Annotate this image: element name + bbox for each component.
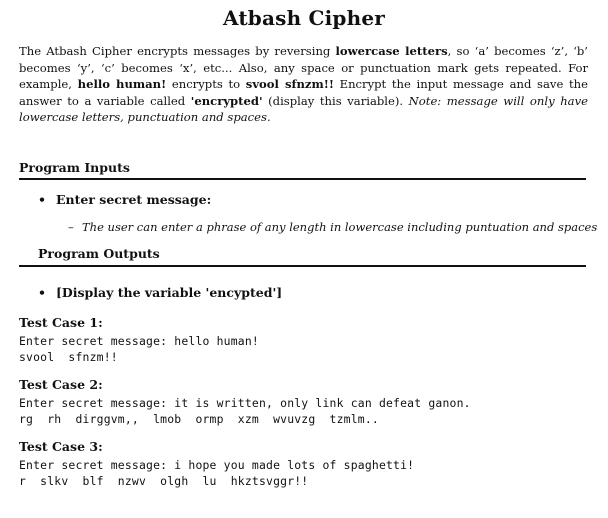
outputs-item-label: [Display the variable 'encypted'] bbox=[56, 285, 283, 300]
bullet-icon: • bbox=[38, 285, 46, 300]
page-title: Atbash Cipher bbox=[222, 6, 385, 30]
intro-bold-lowercase: lowercase letters bbox=[335, 44, 448, 58]
test-case-1-output: svool sfnzm!! bbox=[19, 350, 118, 364]
intro-bold-example-output: svool sfnzm!! bbox=[245, 77, 334, 91]
test-case-2-input: Enter secret message: it is written, only link can defeat ganon. bbox=[19, 396, 471, 410]
inputs-heading: Program Inputs bbox=[19, 160, 130, 175]
test-case-1-input: Enter secret message: hello human! bbox=[19, 334, 259, 348]
intro-note: Note: message will only have lowercase letters, punctuation and spaces. bbox=[19, 93, 588, 124]
inputs-sub-item bbox=[68, 220, 598, 234]
intro-text-4: Encrypt the input message and save the answer to a variable called bbox=[19, 77, 588, 108]
intro-paragraph bbox=[19, 43, 588, 126]
test-case-2-output: rg rh dirggvm,, lmob ormp xzm wvuvzg tzmlm.. bbox=[19, 412, 379, 426]
bullet-icon: • bbox=[38, 192, 46, 207]
intro-text-2: , so ‘a’ becomes ‘z’, ‘b’ becomes ‘y’, ‘c’ becomes ‘x’, etc... Also, any space or punctuation mark gets repeated. For example, bbox=[19, 44, 588, 91]
intro-bold-variable: 'encrypted' bbox=[190, 93, 263, 108]
inputs-sub-item-text: The user can enter a phrase of any length in lowercase including puntuation and spaces bbox=[82, 220, 598, 234]
inputs-item-label: Enter secret message: bbox=[56, 192, 212, 207]
test-case-1-heading: Test Case 1: bbox=[19, 315, 103, 330]
outputs-divider bbox=[19, 265, 586, 267]
intro-text-1: The Atbash Cipher encrypts messages by reversing bbox=[19, 44, 336, 58]
intro-text-5: (display this variable). bbox=[262, 93, 409, 108]
dash-icon: – bbox=[68, 220, 74, 234]
test-case-2-heading: Test Case 2: bbox=[19, 377, 103, 392]
inputs-list-item bbox=[38, 192, 211, 207]
outputs-heading: Program Outputs bbox=[38, 246, 160, 261]
test-case-3-output: r slkv blf nzwv olgh lu hkztsvggr!! bbox=[19, 474, 309, 488]
test-case-3-heading: Test Case 3: bbox=[19, 439, 103, 454]
test-case-3-input: Enter secret message: i hope you made lots of spaghetti! bbox=[19, 458, 415, 472]
outputs-list-item bbox=[38, 285, 282, 300]
intro-bold-example-input: hello human! bbox=[77, 77, 167, 91]
inputs-divider bbox=[19, 178, 586, 180]
intro-text-3: encrypts to bbox=[166, 77, 246, 91]
